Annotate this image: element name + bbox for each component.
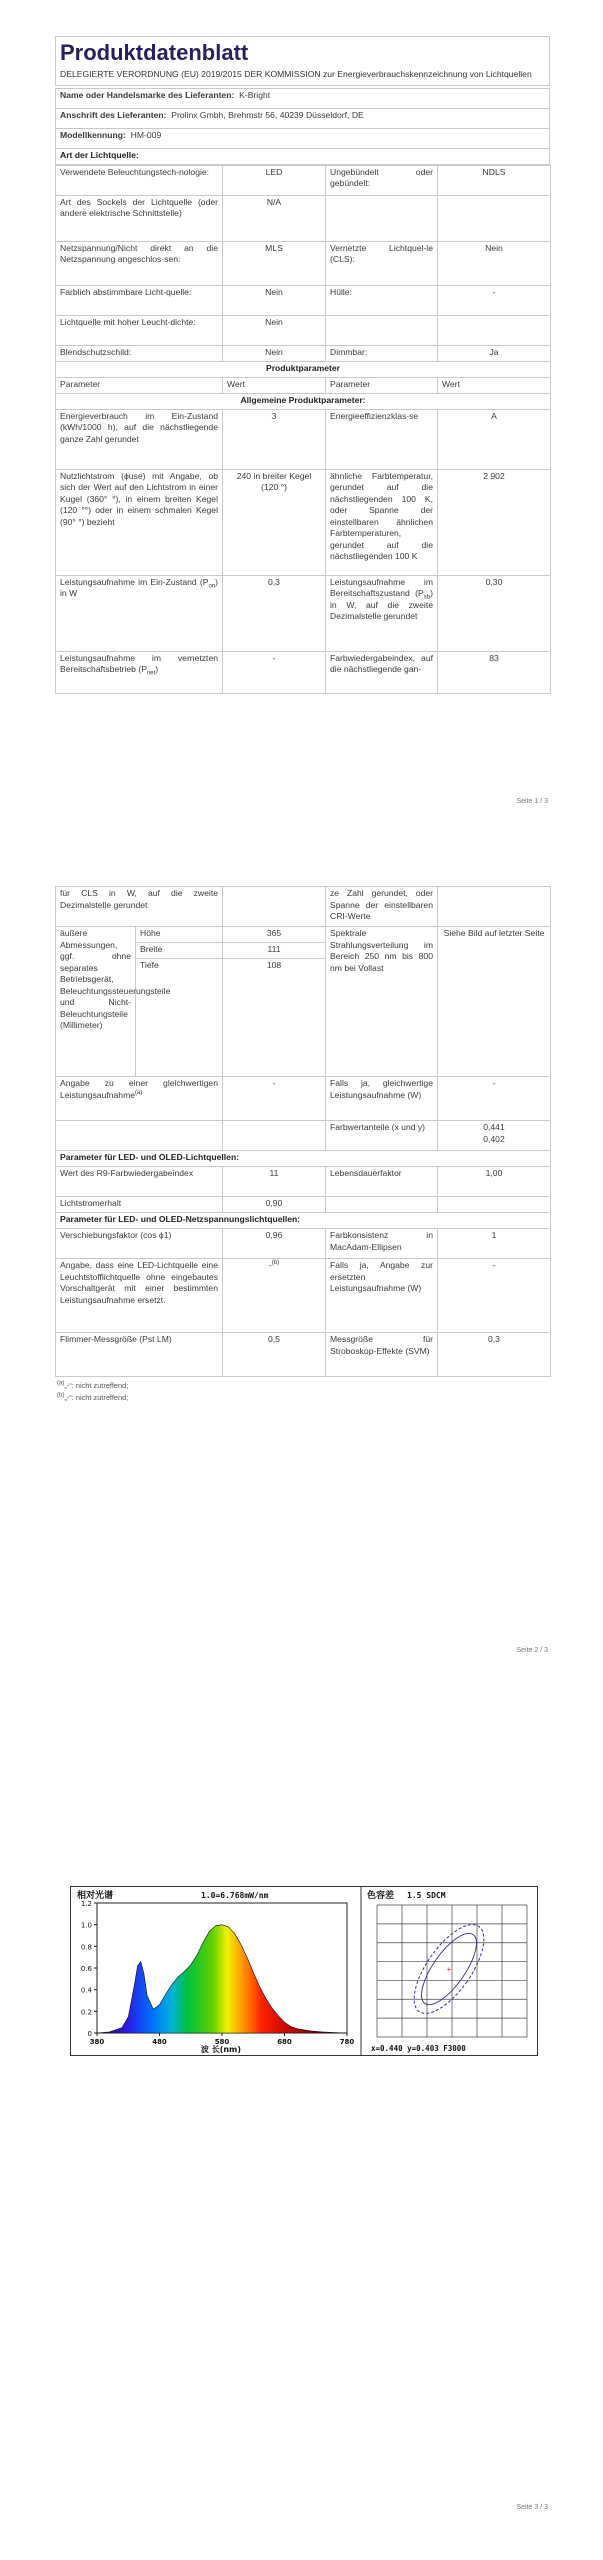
row-label: Netzspannung/Nicht direkt an die Netzspannung angeschlos-sen: <box>56 241 223 285</box>
row-value <box>438 1121 551 1151</box>
dimension-value: 365 <box>223 927 326 943</box>
row-label: Verschiebungsfaktor (cos ϕ1) <box>56 1229 223 1259</box>
supplier-name-row <box>56 88 550 108</box>
table-row <box>56 575 551 651</box>
row-label: Nutzlichtstrom (ϕuse) mit Angabe, ob sich der Wert auf den Lichtstrom in einer Kugel (360° °), in einem breiten Kegel (120 °°) oder in einem schmalen Kegel (90° °) bezieht <box>56 469 223 575</box>
page-number: Seite 3 / 3 <box>516 2504 548 2511</box>
row-value: N/A <box>223 195 326 241</box>
row-label: Vernetzte Lichtquel-le (CLS): <box>326 241 438 285</box>
column-header: Parameter <box>326 377 438 393</box>
row-label: Farblich abstimmbare Licht-quelle: <box>56 285 223 315</box>
row-label: Lichtstromerhalt <box>56 1197 223 1213</box>
row-value: 3 <box>223 409 326 469</box>
table-row <box>56 469 551 575</box>
table-row <box>56 1167 551 1197</box>
row-value: LED <box>223 165 326 195</box>
table-row <box>56 195 551 241</box>
row-label: ähnliche Farbtemperatur, gerundet auf die nächstliegenden 100 K, oder Spanne der einstellbaren ähnlichen Farbtemperaturen, gerundet auf die nächstliegenden 100 K <box>326 469 438 575</box>
row-label <box>56 1121 223 1151</box>
table-row <box>56 165 551 195</box>
dimension-value: 108 <box>223 959 326 1077</box>
row-value: 0,96 <box>223 1229 326 1259</box>
label-text: Leistungsaufnahme im Bereitschaftszustand (P <box>330 576 433 598</box>
row-value: 2 902 <box>438 469 551 575</box>
spectral-value: Siehe Bild auf letzter Seite <box>438 927 551 1077</box>
label-sub: net <box>146 670 156 677</box>
page2-table <box>55 886 551 1377</box>
table-row <box>56 1077 551 1121</box>
row-value: Ja <box>438 345 551 361</box>
row-value: 83 <box>438 651 551 693</box>
dimension-name: Breite <box>136 943 223 959</box>
label-text: ) in W, auf die zweite Dezimalstelle gerundet <box>330 588 433 621</box>
x-tick-label: 680 <box>277 2038 292 2046</box>
table-row <box>56 927 551 943</box>
row-label <box>326 1197 438 1213</box>
footnote-text: „-“: nicht zutreffend; <box>64 1393 129 1402</box>
row-value: - <box>438 1259 551 1333</box>
table-row <box>56 651 551 693</box>
table-row <box>56 315 551 345</box>
row-label <box>56 651 223 693</box>
table-row <box>56 241 551 285</box>
table-row <box>56 1333 551 1377</box>
column-header: Wert <box>223 377 326 393</box>
column-header: Wert <box>438 377 551 393</box>
label-text: ) in W <box>60 576 218 598</box>
tolerance-readout: x=0.440 y=0.403 F3000 <box>371 2044 466 2053</box>
label-text: Angabe zu einer gleichwertigen Leistungsaufnahme <box>60 1078 218 1100</box>
dimensions-label: äußere Abmessungen, ggf. ohne separates Betriebsgerät, Beleuchtungssteuerungsteile und Nicht-Beleuchtungsteile (Millimeter) <box>56 927 136 1077</box>
supplier-table <box>55 88 550 165</box>
label-text: ) <box>155 664 159 674</box>
x-tick-label: 580 <box>214 2038 230 2046</box>
row-label: für CLS in W, auf die zweite Dezimalstelle gerundet <box>56 887 223 927</box>
model-value: HM-009 <box>130 129 162 140</box>
row-label <box>326 575 438 651</box>
table-row <box>56 887 551 927</box>
general-params-heading: Allgemeine Produktparameter: <box>56 393 551 409</box>
column-header-row <box>56 377 551 393</box>
row-label <box>326 195 438 241</box>
row-label: Farbkonsistenz in MacAdam-Ellipsen <box>326 1229 438 1259</box>
table-row <box>56 1229 551 1259</box>
row-label: Energieeffizienzklas-se <box>326 409 438 469</box>
row-value <box>438 315 551 345</box>
spectrum-area <box>97 1925 347 2033</box>
footnote-b <box>55 1393 550 1402</box>
page-subtitle: DELEGIERTE VERORDNUNG (EU) 2019/2015 DER KOMMISSION zur Energieverbrauchskennzeichnung von Lichtquellen <box>60 69 532 79</box>
row-label: Hülle: <box>326 285 438 315</box>
y-tick-label: 0.6 <box>80 1965 92 1973</box>
column-header: Parameter <box>56 377 223 393</box>
row-value: 0,90 <box>223 1197 326 1213</box>
table-row <box>56 1259 551 1333</box>
label-sub: on <box>208 583 216 590</box>
row-value: 1,00 <box>438 1167 551 1197</box>
table-row <box>56 1121 551 1151</box>
page-number: Seite 2 / 3 <box>516 1647 548 1654</box>
row-label: Dimmbar: <box>326 345 438 361</box>
row-label: Farbwertanteile (x und y) <box>326 1121 438 1151</box>
y-tick-label: 1.0 <box>80 1921 92 1930</box>
chromaticity-point: + <box>446 1965 452 1974</box>
y-tick-label: 0 <box>87 2030 92 2038</box>
row-label: Lichtquelle mit hoher Leucht-dichte: <box>56 315 223 345</box>
chroma-x: 0,441 <box>483 1122 505 1132</box>
row-value: - <box>223 651 326 693</box>
row-label: Verwendete Beleuchtungstech-nologie: <box>56 165 223 195</box>
value-text: - <box>268 1260 272 1270</box>
row-value: MLS <box>223 241 326 285</box>
row-label: Wert des R9-Farbwiedergabeindex <box>56 1167 223 1197</box>
row-label: Angabe, dass eine LED-Lichtquelle eine Leuchtstofflichtquelle ohne eingebautes Vorschaltgerät mit einer bestimmten Leistungsaufnahme ersetzt. <box>56 1259 223 1333</box>
spectrum-title: 相对光谱 <box>77 1891 114 1901</box>
dimension-value: 111 <box>223 943 326 959</box>
row-label: Blendschutzschild: <box>56 345 223 361</box>
supplier-address-row <box>56 108 550 128</box>
row-label: Energieverbrauch im Ein-Zustand (kWh/1000 h), auf die nächstliegende ganze Zahl gerundet <box>56 409 223 469</box>
table-row <box>56 345 551 361</box>
row-value: Nein <box>223 285 326 315</box>
footnote-mark: (a) <box>57 1380 65 1387</box>
supplier-address-label: Anschrift des Lieferanten: <box>60 109 167 120</box>
label-text: Leistungsaufnahme im Ein-Zustand (P <box>60 576 209 587</box>
row-value: 0,3 <box>223 575 326 651</box>
row-value <box>223 1259 326 1333</box>
row-value <box>438 887 551 927</box>
footnote-mark: (b) <box>57 1392 65 1399</box>
y-tick-label: 0.2 <box>80 2008 92 2017</box>
footnote-ref: (a) <box>135 1089 143 1096</box>
y-tick-label: 0.4 <box>80 1986 92 1995</box>
row-value: 240 in breiter Kegel (120 °) <box>223 469 326 575</box>
row-label <box>56 575 223 651</box>
row-value: 0,30 <box>438 575 551 651</box>
row-value: Nein <box>438 241 551 285</box>
row-value: Nein <box>223 345 326 361</box>
footnote-ref: (b) <box>271 1260 280 1267</box>
dimension-name: Tiefe <box>136 959 223 1077</box>
mains-params-heading: Parameter für LED- und OLED-Netzspannungslichtquellen: <box>56 1213 551 1229</box>
row-value: - <box>438 285 551 315</box>
row-label: Farbwiedergabeindex, auf die nächstliegende gan- <box>326 651 438 693</box>
row-value: Nein <box>223 315 326 345</box>
led-params-heading: Parameter für LED- und OLED-Lichtquellen: <box>56 1151 551 1167</box>
page-title: Produktdatenblatt <box>60 40 249 65</box>
row-label: Art des Sockels der Lichtquelle (oder andere elektrische Schnittstelle) <box>56 195 223 241</box>
y-tick-label: 1.2 <box>80 1900 92 1908</box>
table-row <box>56 285 551 315</box>
row-value <box>223 1121 326 1151</box>
table-row <box>56 1197 551 1213</box>
spectral-label: Spektrale Strahlungsverteilung im Bereich 250 nm bis 800 nm bei Vollast <box>326 927 438 1077</box>
row-label: Lebensdauerfaktor <box>326 1167 438 1197</box>
page-2-content <box>55 886 550 1402</box>
tolerance-value: 1.5 SDCM <box>407 1891 446 1900</box>
row-label: Flimmer-Messgröße (Pst LM) <box>56 1333 223 1377</box>
row-label: Ungebündelt oder gebündelt: <box>326 165 438 195</box>
page-number: Seite 1 / 3 <box>516 798 548 805</box>
row-label: Falls ja, gleichwertige Leistungsaufnahme (W) <box>326 1077 438 1121</box>
row-label <box>326 315 438 345</box>
row-label <box>56 1077 223 1121</box>
spectrum-figure <box>70 1886 538 2056</box>
row-value: - <box>223 1077 326 1121</box>
x-tick-label: 780 <box>339 2038 355 2046</box>
row-label: Messgröße für Stroboskop-Effekte (SVM) <box>326 1333 438 1377</box>
supplier-name-value: K-Bright <box>239 89 271 100</box>
label-text: Leistungsaufnahme im vernetzten Bereitschaftsbetrieb (P <box>60 652 218 674</box>
model-row <box>56 128 550 148</box>
spectrum-peak: 1.0=6.768mW/nm <box>201 1891 269 1900</box>
header-table <box>55 36 550 86</box>
supplier-name-label: Name oder Handelsmarke des Lieferanten: <box>60 89 235 100</box>
light-source-type-heading: Art der Lichtquelle: <box>56 148 550 164</box>
row-value: 11 <box>223 1167 326 1197</box>
row-label: Falls ja, Angabe zur ersetzten Leistungsaufnahme (W) <box>326 1259 438 1333</box>
model-label: Modellkennung: <box>60 129 126 140</box>
row-value <box>438 195 551 241</box>
row-value: 1 <box>438 1229 551 1259</box>
row-value <box>223 887 326 927</box>
row-value: 0,3 <box>438 1333 551 1377</box>
row-value: - <box>438 1077 551 1121</box>
tolerance-grid <box>377 1905 527 2037</box>
label-sub: sb <box>423 594 431 601</box>
table-row <box>56 409 551 469</box>
row-value: NDLS <box>438 165 551 195</box>
dimension-name: Höhe <box>136 927 223 943</box>
supplier-address-value: Prolinx Gmbh, Brehmstr 56, 40239 Düsseldorf, DE <box>171 109 364 120</box>
y-tick-label: 0.8 <box>80 1943 92 1952</box>
tolerance-title: 色容差 <box>367 1891 395 1901</box>
light-source-table <box>55 165 551 694</box>
row-value <box>438 1197 551 1213</box>
x-tick-label: 380 <box>89 2038 105 2046</box>
page-1-content <box>55 36 550 694</box>
spectrum-xlabel: 波 长(nm) <box>200 2045 242 2054</box>
row-value: A <box>438 409 551 469</box>
chroma-y: 0,402 <box>483 1133 505 1144</box>
footnote-text: „-“: nicht zutreffend; <box>64 1381 129 1390</box>
row-value: 0,5 <box>223 1333 326 1377</box>
footnote-a <box>55 1381 550 1390</box>
spectrum-chart <box>71 1887 537 2055</box>
product-params-heading: Produktparameter <box>56 361 551 377</box>
row-label: ze Zahl gerundet, oder Spanne der einstellbaren CRI-Werte <box>326 887 438 927</box>
x-tick-label: 480 <box>152 2038 167 2046</box>
